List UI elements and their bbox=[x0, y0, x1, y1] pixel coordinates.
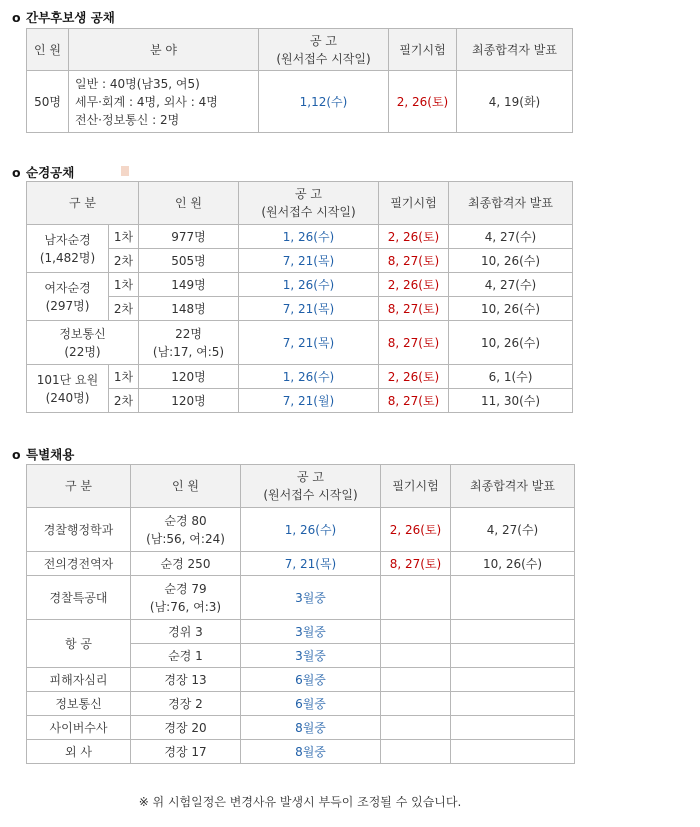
header-notice: 공 고 (원서접수 시작일) bbox=[239, 182, 379, 225]
officer-candidate-table bbox=[26, 28, 573, 133]
special-hire-table bbox=[26, 464, 575, 764]
header-notice: 공 고 (원서접수 시작일) bbox=[259, 29, 389, 71]
table-row: 2차 120명 7, 21(월) 8, 27(토) 11, 30(수) bbox=[27, 389, 573, 413]
table-row bbox=[27, 71, 573, 133]
table-row: 정보통신 (22명) 22명 (남:17, 여:5) 7, 21(목) 8, 27(토) 10, 26(수) bbox=[27, 321, 573, 365]
header-written: 필기시험 bbox=[389, 29, 457, 71]
table-row: 2차 505명 7, 21(목) 8, 27(토) 10, 26(수) bbox=[27, 249, 573, 273]
table-row: 외 사 경장 17 8월중 bbox=[27, 740, 575, 764]
bullet-icon: o bbox=[12, 447, 21, 462]
table-header-row bbox=[27, 182, 573, 225]
header-field: 분 야 bbox=[69, 29, 259, 71]
header-written: 필기시험 bbox=[381, 465, 451, 508]
table-row: 사이버수사 경장 20 8월중 bbox=[27, 716, 575, 740]
header-final: 최종합격자 발표 bbox=[457, 29, 573, 71]
table-row: 순경 1 3월중 bbox=[27, 644, 575, 668]
header-division: 구 분 bbox=[27, 465, 131, 508]
table-row: 피해자심리 경장 13 6월중 bbox=[27, 668, 575, 692]
table-row: 항 공 경위 3 3월중 bbox=[27, 620, 575, 644]
text-cursor-mark bbox=[121, 166, 129, 176]
table-row: 101단 요원 (240명) 1차 120명 1, 26(수) 2, 26(토) 6, 1(수) bbox=[27, 365, 573, 389]
header-count: 인 원 bbox=[139, 182, 239, 225]
cell-written: 2, 26(토) bbox=[389, 71, 457, 133]
header-final: 최종합격자 발표 bbox=[451, 465, 575, 508]
cell-division-female: 여자순경 (297명) bbox=[27, 273, 109, 321]
table-header-row bbox=[27, 465, 575, 508]
cell-division-male: 남자순경 (1,482명) bbox=[27, 225, 109, 273]
table-row: 여자순경 (297명) 1차 149명 1, 26(수) 2, 26(토) 4, 27(수) bbox=[27, 273, 573, 297]
section-title-special-hire: o 특별채용 bbox=[12, 447, 75, 462]
table-row: 정보통신 경장 2 6월중 bbox=[27, 692, 575, 716]
table-row: 경찰행정학과 순경 80 (남:56, 여:24) 1, 26(수) 2, 26(토) 4, 27(수) bbox=[27, 508, 575, 552]
cell-final: 4, 19(화) bbox=[457, 71, 573, 133]
section-title-officer-candidate: o 간부후보생 공채 bbox=[12, 10, 115, 25]
header-written: 필기시험 bbox=[379, 182, 449, 225]
table-row: 2차 148명 7, 21(목) 8, 27(토) 10, 26(수) bbox=[27, 297, 573, 321]
bullet-icon: o bbox=[12, 165, 21, 180]
bullet-icon: o bbox=[12, 10, 21, 25]
header-division: 구 분 bbox=[27, 182, 139, 225]
header-count: 인 원 bbox=[27, 29, 69, 71]
header-count: 인 원 bbox=[131, 465, 241, 508]
table-row: 남자순경 (1,482명) 1차 977명 1, 26(수) 2, 26(토) 4, 27(수) bbox=[27, 225, 573, 249]
cell-field: 일반 : 40명(남35, 여5) 세무·회계 : 4명, 외사 : 4명 전산·정보통신 : 2명 bbox=[69, 71, 259, 133]
police-open-table bbox=[26, 181, 573, 413]
footnote: ※ 위 시험일정은 변경사유 발생시 부득이 조정될 수 있습니다. bbox=[138, 795, 462, 809]
header-final: 최종합격자 발표 bbox=[449, 182, 573, 225]
cell-division-it: 정보통신 (22명) bbox=[27, 321, 139, 365]
table-row: 전의경전역자 순경 250 7, 21(목) 8, 27(토) 10, 26(수) bbox=[27, 552, 575, 576]
table-header-row bbox=[27, 29, 573, 71]
cell-division-guard: 101단 요원 (240명) bbox=[27, 365, 109, 413]
section-title-police-open: o 순경공채 bbox=[12, 165, 75, 180]
cell-count: 50명 bbox=[27, 71, 69, 133]
cell-notice: 1,12(수) bbox=[259, 71, 389, 133]
header-notice: 공 고 (원서접수 시작일) bbox=[241, 465, 381, 508]
table-row: 경찰특공대 순경 79 (남:76, 여:3) 3월중 bbox=[27, 576, 575, 620]
